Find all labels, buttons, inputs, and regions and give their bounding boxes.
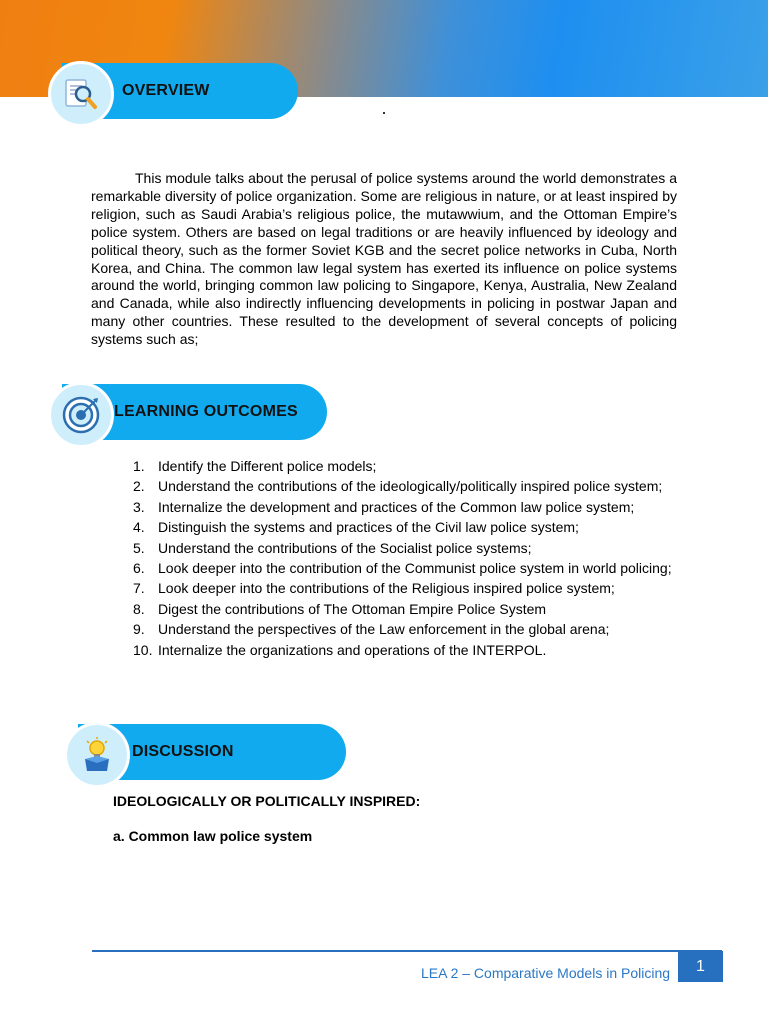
- list-number: 4.: [133, 519, 145, 536]
- discussion-title: DISCUSSION: [132, 743, 234, 760]
- list-item: [133, 497, 673, 517]
- list-number: 1.: [133, 458, 145, 474]
- list-text: Identify the Different police models;: [158, 458, 377, 474]
- list-text: Understand the contributions of the ideologically/politically inspired police system;: [158, 478, 663, 495]
- overview-header: [62, 63, 298, 119]
- outcomes-list: [133, 456, 673, 660]
- list-item: [133, 558, 673, 578]
- list-text: Internalize the development and practices of the Common law police system;: [158, 498, 635, 515]
- list-item: [133, 619, 673, 639]
- list-text: Look deeper into the contribution of the Communist police system in world policing;: [158, 560, 672, 577]
- list-item: [133, 640, 673, 660]
- list-item: [133, 599, 673, 619]
- footer-divider: [92, 950, 722, 952]
- discussion-subheading: a. Common law police system: [113, 828, 313, 844]
- stray-dot: [383, 112, 385, 114]
- list-number: 6.: [133, 560, 145, 577]
- list-item: [133, 456, 673, 476]
- learning-outcomes-header: [62, 384, 327, 440]
- list-text: Distinguish the systems and practices of the Civil law police system;: [158, 519, 579, 536]
- list-text: Understand the contributions of the Socialist police systems;: [158, 539, 532, 556]
- intro-paragraph: This module talks about the perusal of police systems around the world demonstrates a remarkable diversity of police organization. Some are religious in nature, or at least inspired by religion, such as Saudi Arabia’s religious police, the mutawwium, and the Ottoman Empire’s police system. Others are based on legal traditions or are heavily influenced by ideology and political theory, such as the former Soviet KGB and the secret police networks in Cuba, North Korea, and China. The common law legal system has exerted its influence on police systems around the world, bringing common law policing to Singapore, Kenya, Australia, New Zealand and Canada, while also indirectly influencing developments in policing in postwar Japan and many other countries. These resulted to the development of several concepts of policing systems such as;: [91, 170, 677, 348]
- target-icon: [48, 382, 114, 448]
- lightbulb-box-icon: [64, 722, 130, 788]
- list-text: Look deeper into the contributions of the Religious inspired police system;: [158, 580, 615, 597]
- list-number: 8.: [133, 600, 145, 617]
- overview-title: OVERVIEW: [122, 82, 210, 99]
- list-item: [133, 578, 673, 598]
- learning-outcomes-title: LEARNING OUTCOMES: [114, 403, 298, 420]
- list-number: 3.: [133, 498, 145, 515]
- list-text: Digest the contributions of The Ottoman Empire Police System: [158, 600, 547, 617]
- list-text: Internalize the organizations and operations of the INTERPOL.: [158, 641, 547, 658]
- list-number: 7.: [133, 580, 145, 597]
- list-number: 10.: [133, 641, 153, 658]
- list-item: [133, 517, 673, 537]
- discussion-header: [78, 724, 346, 780]
- list-number: 2.: [133, 478, 145, 495]
- footer-title: LEA 2 – Comparative Models in Policing: [421, 965, 671, 981]
- magnifier-document-icon: [48, 61, 114, 127]
- discussion-heading: IDEOLOGICALLY OR POLITICALLY INSPIRED:: [113, 793, 421, 809]
- page-number: 1: [678, 951, 723, 982]
- list-item: [133, 476, 673, 496]
- list-text: Understand the perspectives of the Law enforcement in the global arena;: [158, 621, 610, 638]
- list-number: 9.: [133, 621, 145, 638]
- list-item: [133, 538, 673, 558]
- list-number: 5.: [133, 539, 145, 556]
